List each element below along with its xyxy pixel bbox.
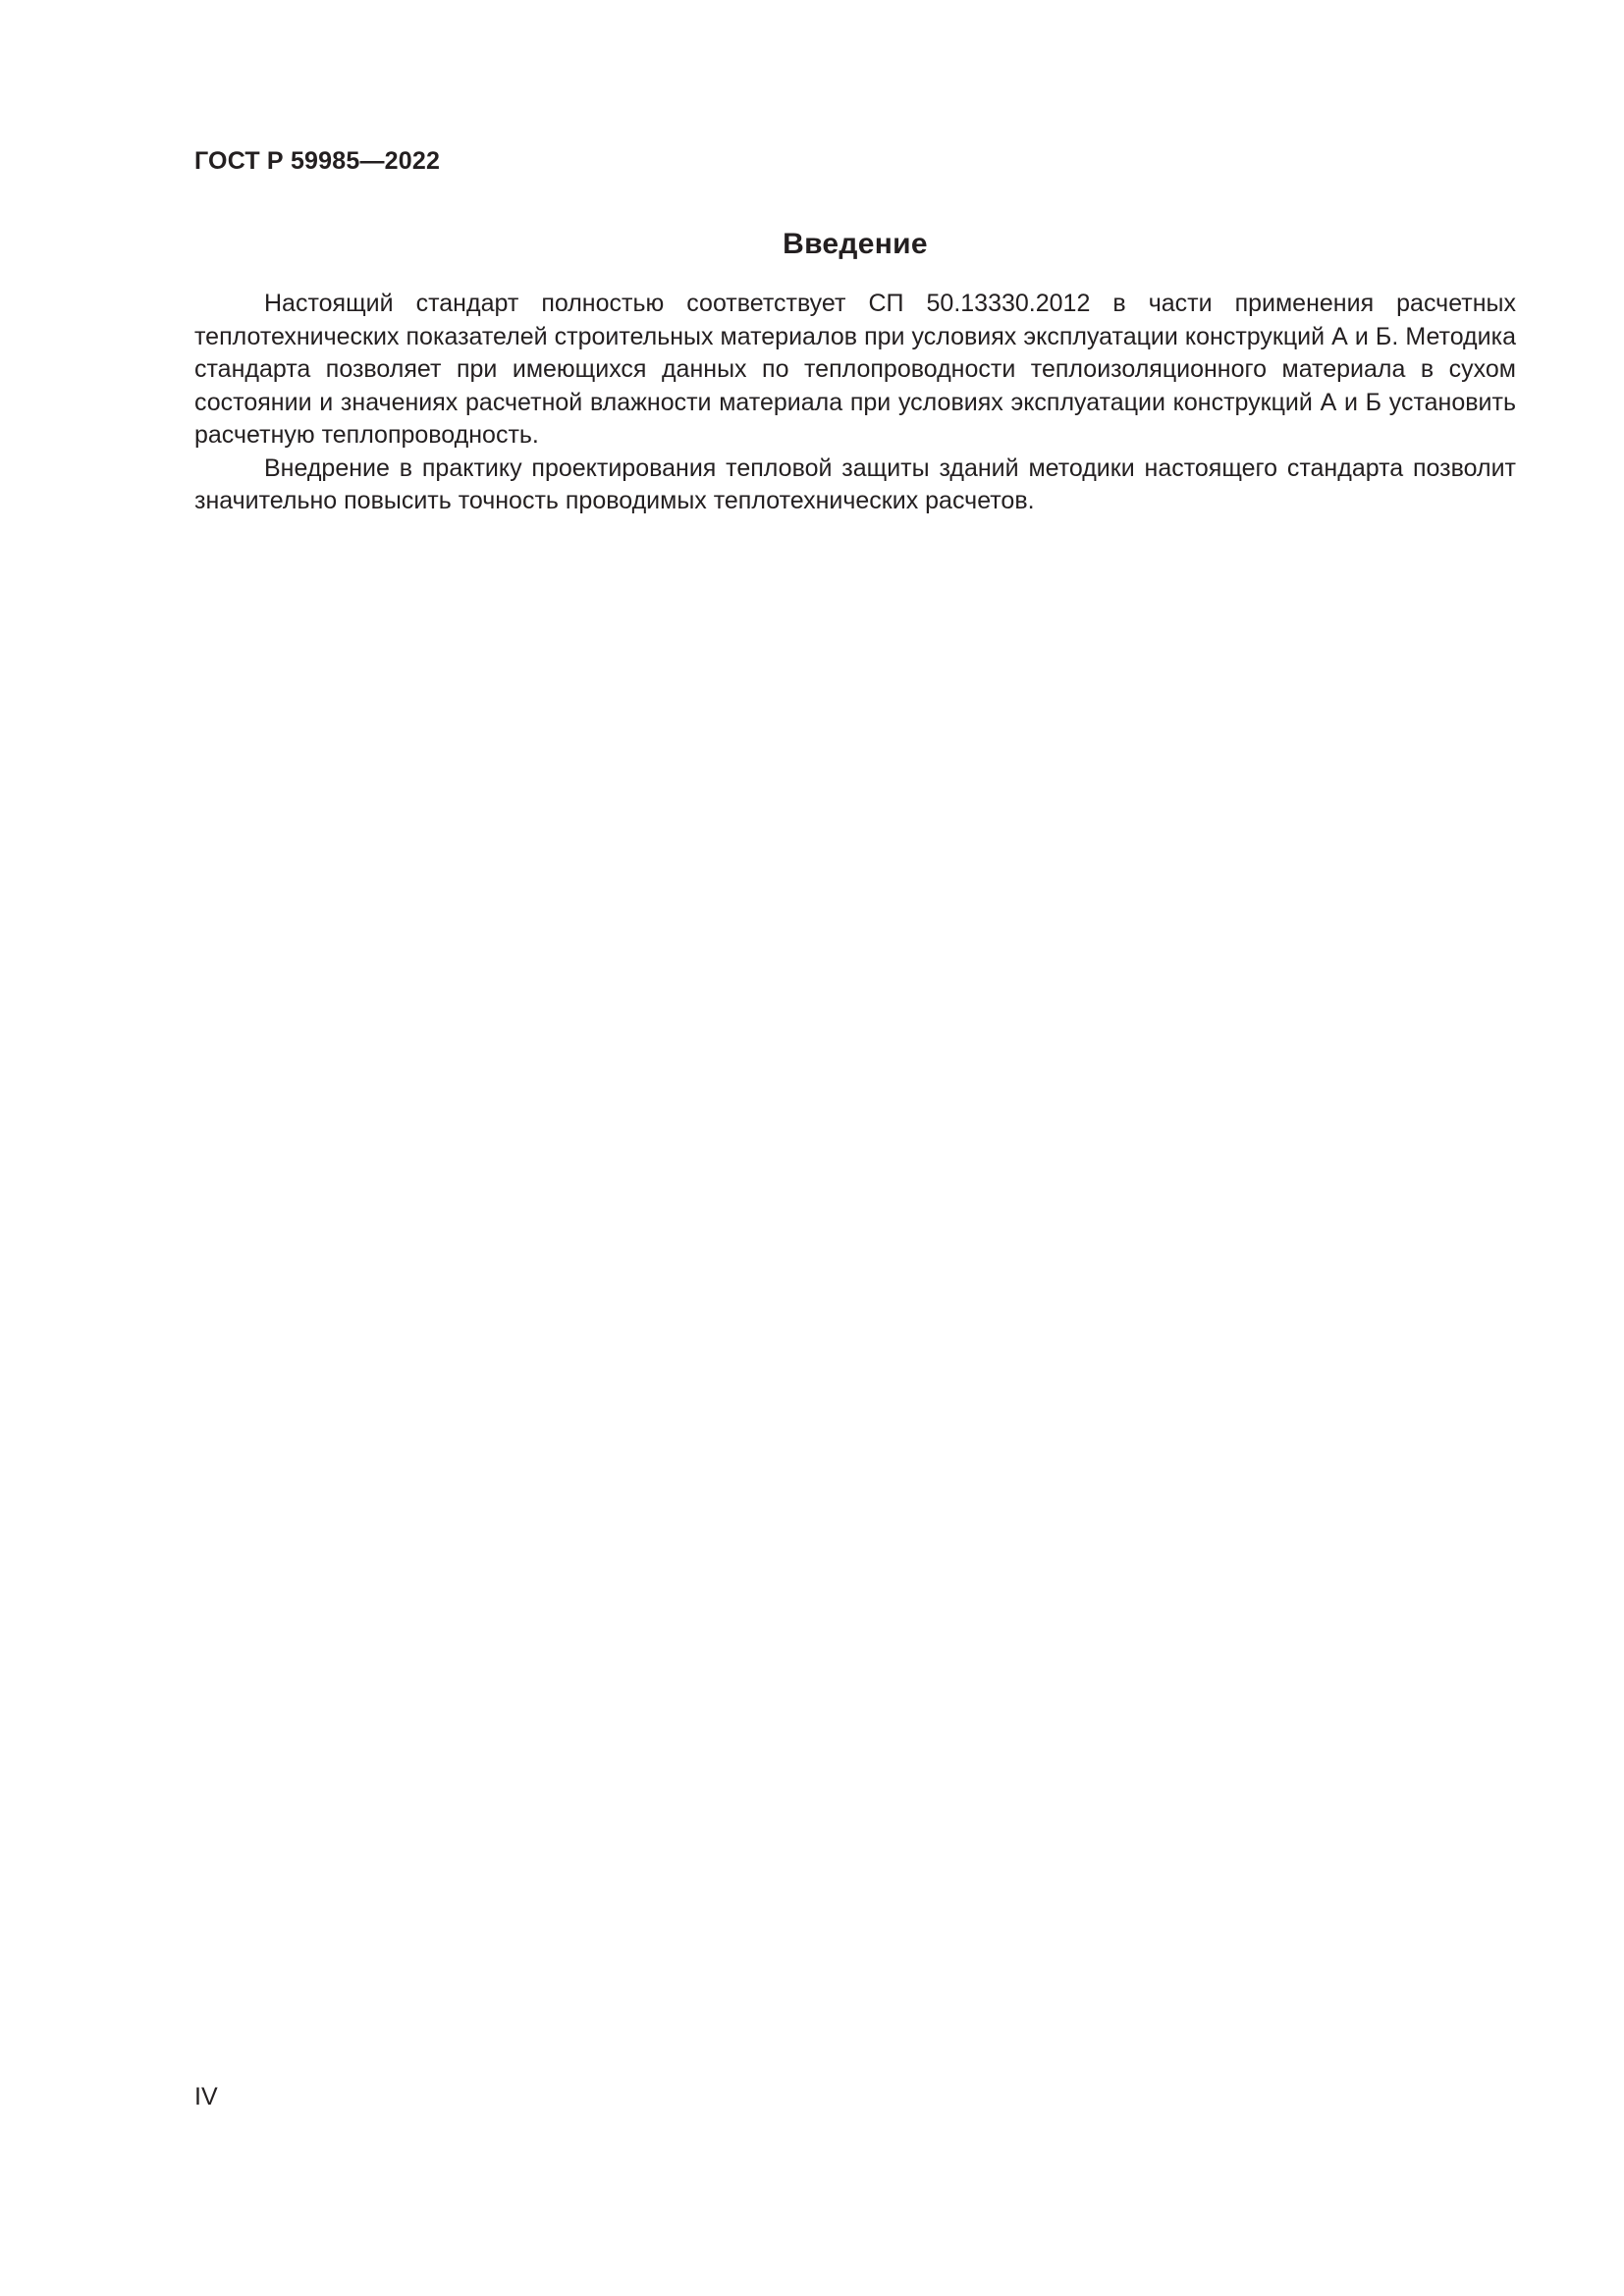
page-number: IV [194,2083,218,2110]
paragraph-1: Настоящий стандарт полностью соответствует СП 50.13330.2012 в части применения расчетных теплотехнических показателей строительных материалов при условиях эксплуатации конструкций А и Б. Методика стандарта позволяет при имеющихся данных по теплопроводности теплоизоляционного материала в сухом состоянии и значениях расчетной влажности материала при условиях эксплуатации конструкций А и Б установить расчетную теплопроводность. [194,290,1516,449]
document-code-header: ГОСТ Р 59985—2022 [194,147,441,175]
introduction-text [194,288,1516,518]
paragraph-2: Внедрение в практику проектирования тепловой защиты зданий методики настоящего стандарта позволит значительно повысить точность проводимых теплотехнических расчетов. [194,454,1516,514]
section-title: Введение [783,228,928,260]
